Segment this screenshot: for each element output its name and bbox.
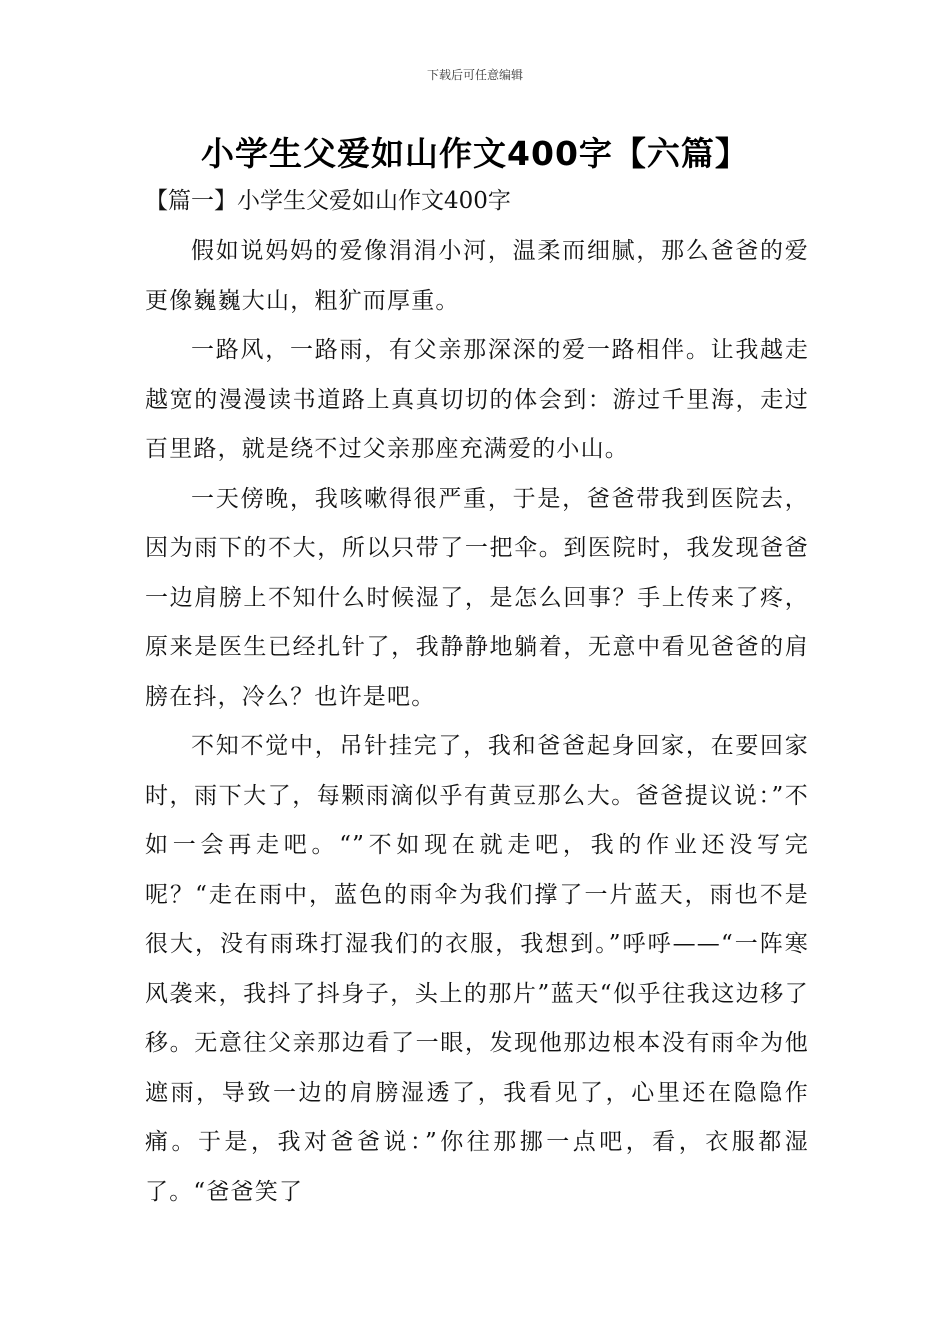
paragraph: 假如说妈妈的爱像涓涓小河，温柔而细腻，那么爸爸的爱更像巍巍大山，粗犷而厚重。: [145, 238, 809, 314]
section-heading: 【篇一】小学生父爱如山作文400字: [145, 188, 511, 214]
document-title: 小学生父爱如山作文400字【六篇】: [201, 134, 749, 173]
article-body: [145, 227, 809, 1217]
page-header-note: 下载后可任意编辑: [426, 68, 523, 82]
paragraph: 不知不觉中，吊针挂完了，我和爸爸起身回家，在要回家时，雨下大了，每颗雨滴似乎有黄豆那么大。爸爸提议说：”不如一会再走吧。“”不如现在就走吧，我的作业还没写完呢？“走在雨中，蓝色的雨伞为我们撑了一片蓝天，雨也不是很大，没有雨珠打湿我们的衣服，我想到。”呼呼——“一阵寒风袭来，我抖了抖身子，头上的那片”蓝天“似乎往我这边移了移。无意往父亲那边看了一眼，发现他那边根本没有雨伞为他遮雨，导致一边的肩膀湿透了，我看见了，心里还在隐隐作痛。于是，我对爸爸说：”你往那挪一点吧，看，衣服都湿了。“爸爸笑了: [145, 733, 809, 1205]
paragraph: 一路风，一路雨，有父亲那深深的爱一路相伴。让我越走越宽的漫漫读书道路上真真切切的体会到：游过千里海，走过百里路，就是绕不过父亲那座充满爱的小山。: [145, 337, 809, 462]
paragraph: 一天傍晚，我咳嗽得很严重，于是，爸爸带我到医院去，因为雨下的不大，所以只带了一把伞。到医院时，我发现爸爸一边肩膀上不知什么时候湿了，是怎么回事？手上传来了疼，原来是医生已经扎针了，我静静地躺着，无意中看见爸爸的肩膀在抖，冷么？也许是吧。: [145, 485, 809, 710]
